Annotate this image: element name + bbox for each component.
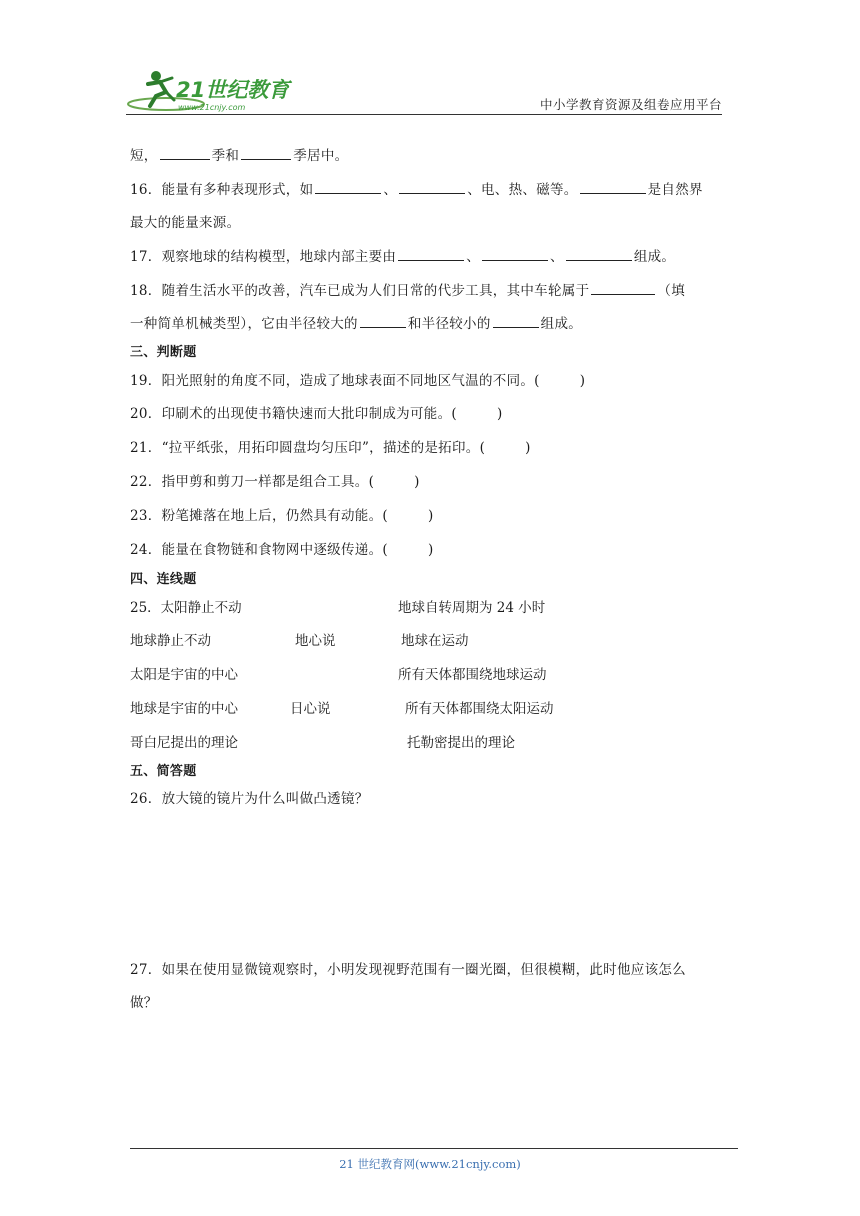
section-match-title: 四、连线题 xyxy=(130,572,197,587)
match-right-item: 所有天体都围绕地球运动 xyxy=(398,667,547,683)
footer-text: 21 世纪教育网(www.21cnjy.com) xyxy=(339,1157,521,1171)
judge-item: 22．指甲剪和剪刀一样都是组合工具。( ) xyxy=(130,474,420,490)
judge-item: 21．“拉平纸张，用拓印圆盘均匀压印”，描述的是拓印。( ) xyxy=(130,440,531,456)
q15-tail: 短， 季和 季居中。 xyxy=(130,148,349,164)
runner-logo-icon xyxy=(126,66,296,116)
match-right-item: 所有天体都围绕太阳运动 xyxy=(405,701,554,717)
footer-divider xyxy=(130,1148,738,1149)
match-left-item: 25．太阳静止不动 xyxy=(130,600,242,616)
platform-title: 中小学教育资源及组卷应用平台 xyxy=(539,97,722,112)
blank xyxy=(399,181,465,194)
q16-line1: 16．能量有多种表现形式，如 、 、电、热、磁等。 是自然界 xyxy=(130,182,703,198)
blank xyxy=(580,181,646,194)
q27-line2: 做？ xyxy=(130,995,158,1011)
blank xyxy=(241,147,291,160)
section-short-answer-title: 五、简答题 xyxy=(130,764,197,779)
page-header xyxy=(126,66,722,118)
match-right-item: 地球自转周期为 24 小时 xyxy=(398,600,546,616)
match-right-item: 托勒密提出的理论 xyxy=(407,735,515,751)
blank xyxy=(591,282,655,295)
blank xyxy=(493,315,539,328)
header-divider xyxy=(126,114,722,115)
q18-line1: 18．随着生活水平的改善，汽车已成为人们日常的代步工具，其中车轮属于 （填 xyxy=(130,283,685,299)
blank xyxy=(482,248,548,261)
blank xyxy=(566,248,632,261)
svg-text:www.21cnjy.com: www.21cnjy.com xyxy=(178,103,246,112)
match-mid-item: 地心说 xyxy=(295,633,336,649)
match-left-item: 哥白尼提出的理论 xyxy=(130,735,238,751)
blank xyxy=(398,248,464,261)
svg-text:21世纪教育: 21世纪教育 xyxy=(176,78,290,102)
q18-line2: 一种简单机械类型），它由半径较大的 和半径较小的 组成。 xyxy=(130,316,583,332)
judge-item: 24．能量在食物链和食物网中逐级传递。( ) xyxy=(130,542,434,558)
q16-line2: 最大的能量来源。 xyxy=(130,215,241,231)
match-left-item: 太阳是宇宙的中心 xyxy=(130,667,238,683)
blank xyxy=(360,315,406,328)
q27-line1: 27．如果在使用显微镜观察时，小明发现视野范围有一圈光圈，但很模糊，此时他应该怎么 xyxy=(130,962,686,978)
section-judge-title: 三、判断题 xyxy=(130,345,197,360)
logo xyxy=(126,66,296,116)
blank xyxy=(160,147,210,160)
judge-item: 20．印刷术的出现使书籍快速而大批印制成为可能。( ) xyxy=(130,406,503,422)
blank xyxy=(315,181,381,194)
match-left-item: 地球是宇宙的中心 xyxy=(130,701,238,717)
match-left-item: 地球静止不动 xyxy=(130,633,211,649)
q26: 26．放大镜的镜片为什么叫做凸透镜？ xyxy=(130,791,369,807)
judge-item: 23．粉笔摊落在地上后，仍然具有动能。( ) xyxy=(130,508,434,524)
match-right-item: 地球在运动 xyxy=(401,633,469,649)
q17: 17．观察地球的结构模型，地球内部主要由 、 、 组成。 xyxy=(130,249,676,265)
match-mid-item: 日心说 xyxy=(290,701,331,717)
judge-item: 19．阳光照射的角度不同，造成了地球表面不同地区气温的不同。( ) xyxy=(130,373,586,389)
